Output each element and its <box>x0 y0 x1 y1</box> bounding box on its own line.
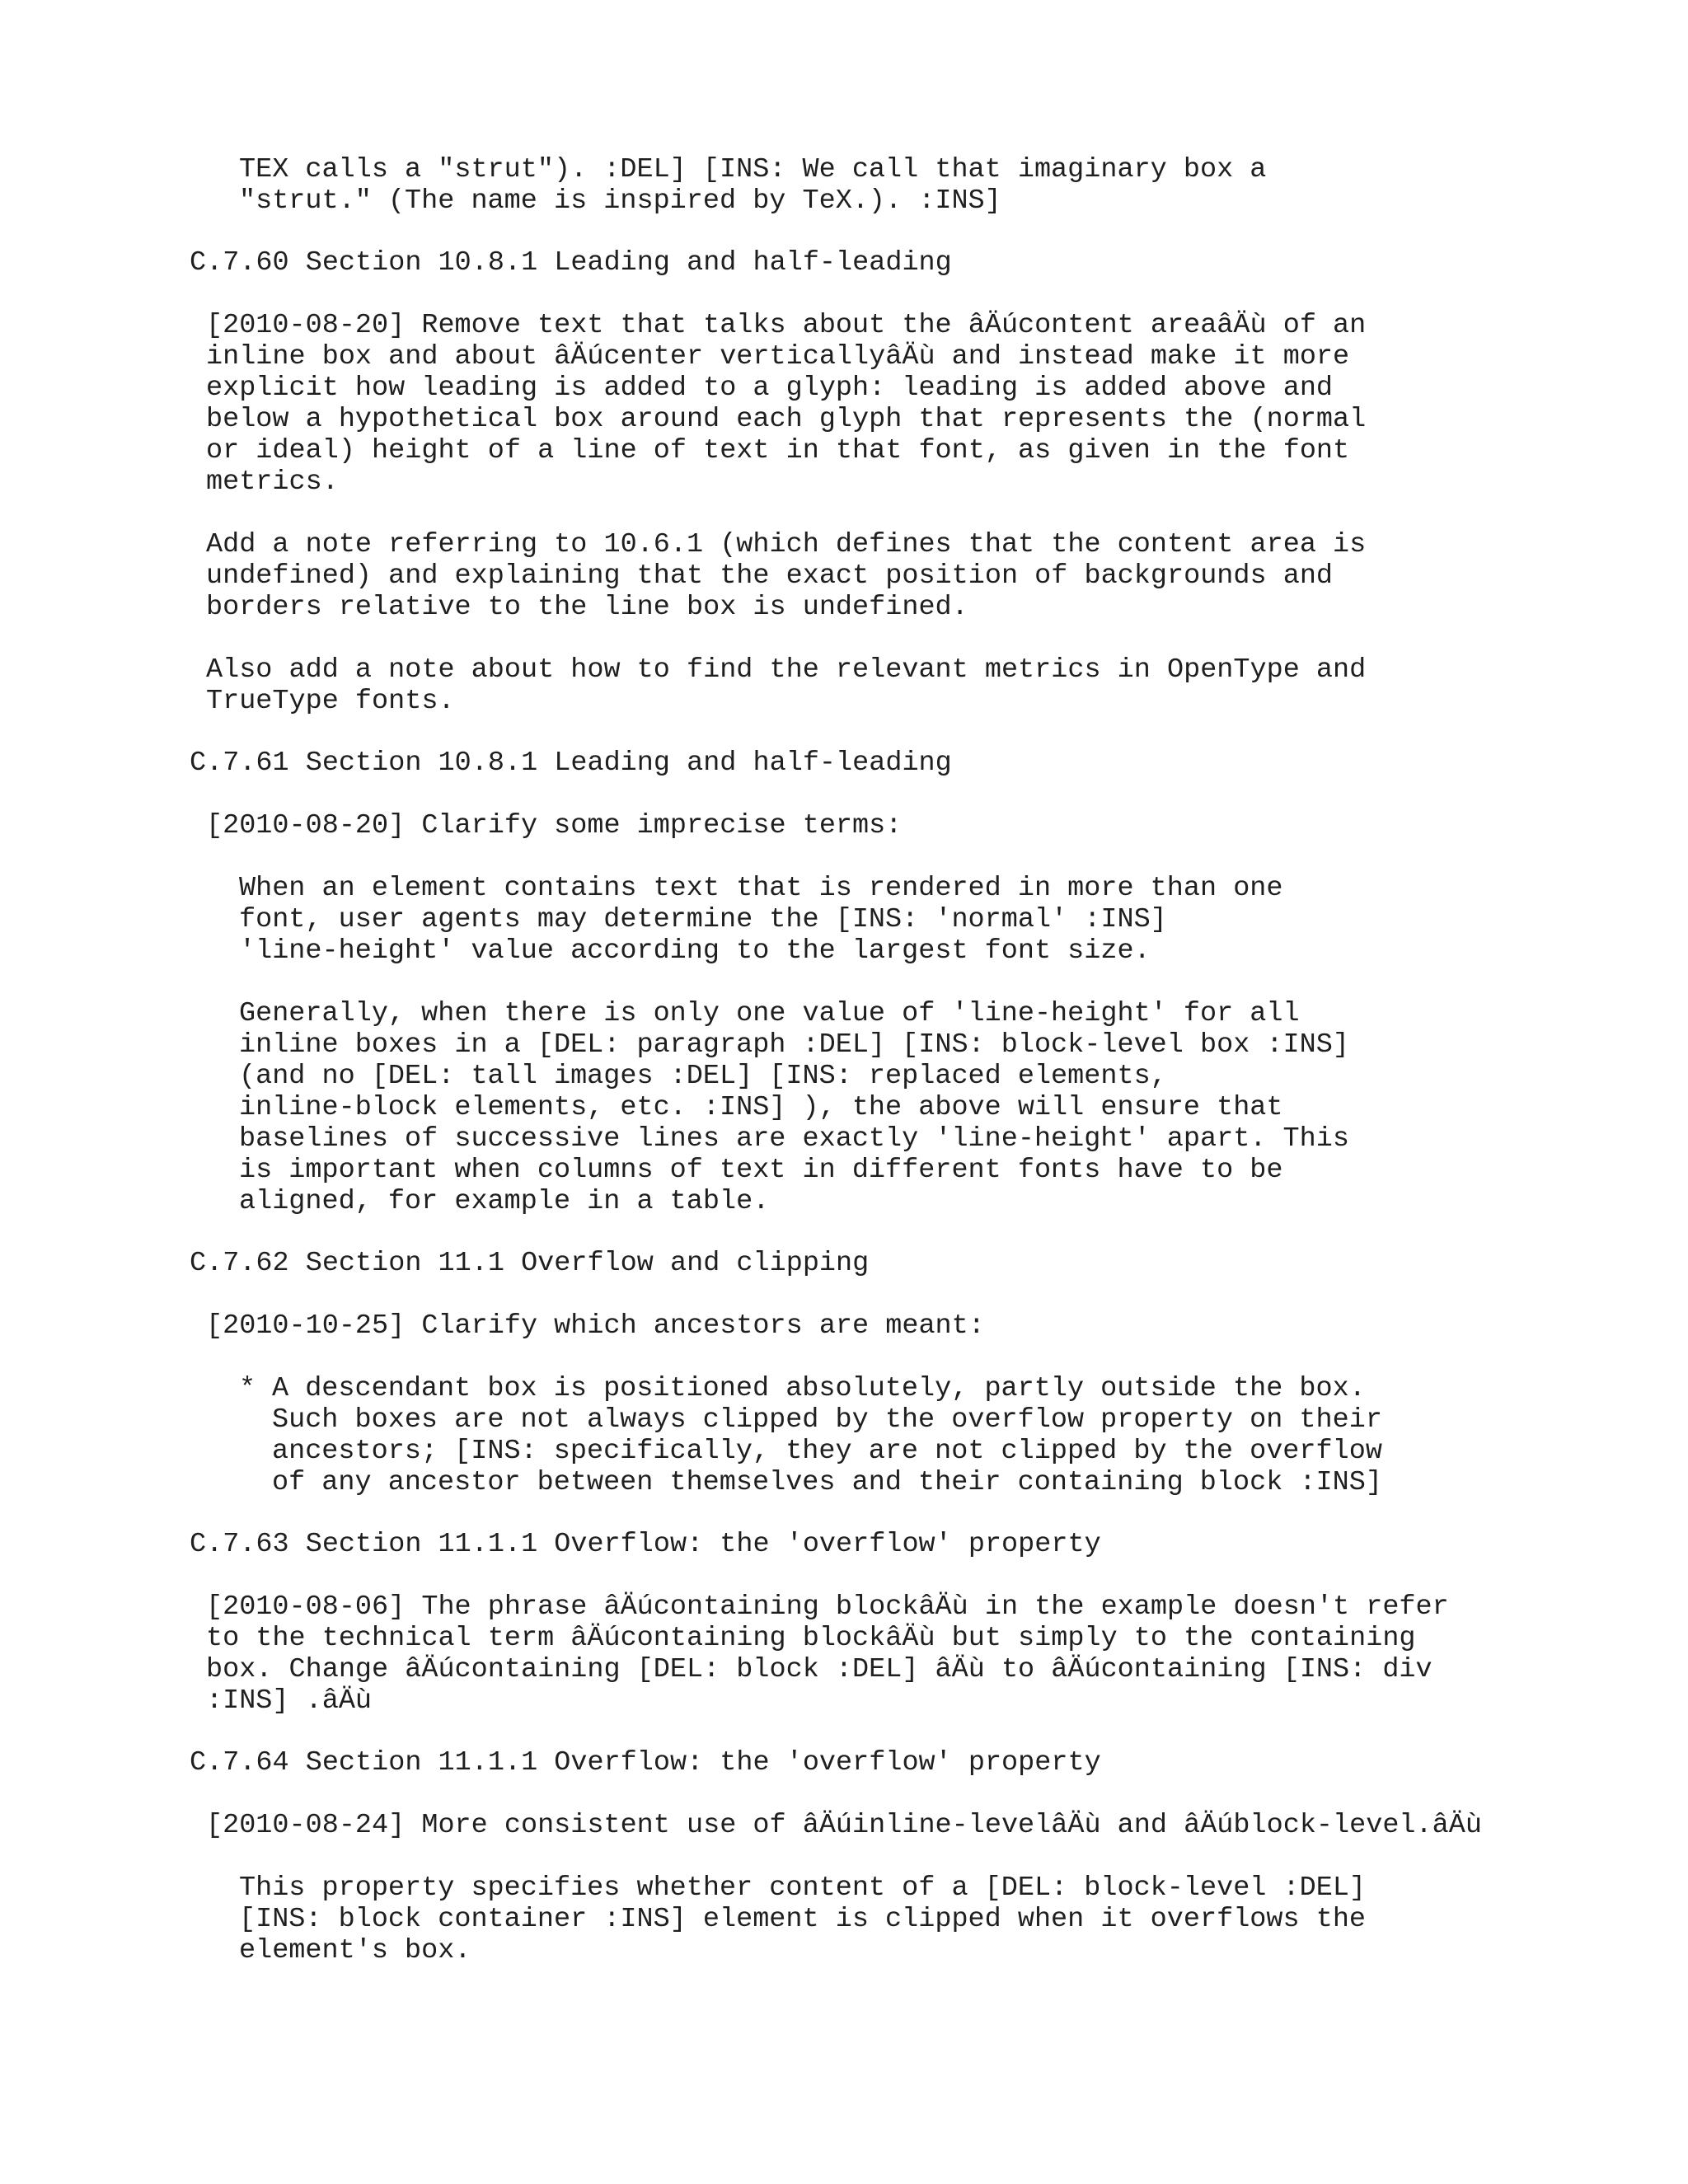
quote-line: inline boxes in a [DEL: paragraph :DEL] [INS: block-level box :INS] <box>239 1029 1349 1061</box>
paragraph-line: [2010-08-24] More consistent use of âÄúinline-levelâÄù and âÄúblock-level.âÄù <box>206 1810 1482 1841</box>
paragraph-line: metrics. <box>206 466 339 498</box>
paragraph-line: [2010-08-20] Clarify some imprecise terms: <box>206 810 903 841</box>
paragraph-line: undefined) and explaining that the exact position of backgrounds and <box>206 560 1334 592</box>
paragraph-line: [2010-08-06] The phrase âÄúcontaining blockâÄù in the example doesn't refer <box>206 1591 1449 1623</box>
paragraph-line: [2010-10-25] Clarify which ancestors are meant: <box>206 1310 985 1342</box>
section-heading: C.7.60 Section 10.8.1 Leading and half-leading <box>190 247 952 279</box>
quote-line: is important when columns of text in different fonts have to be <box>239 1155 1283 1186</box>
paragraph-line: TrueType fonts. <box>206 686 455 717</box>
quote-line: When an element contains text that is rendered in more than one <box>239 873 1283 904</box>
bullet-line: ancestors; [INS: specifically, they are not clipped by the overflow <box>272 1436 1382 1467</box>
quote-line: 'line-height' value according to the largest font size. <box>239 935 1151 967</box>
quote-line: baselines of successive lines are exactly 'line-height' apart. This <box>239 1123 1349 1155</box>
paragraph-line: Also add a note about how to find the relevant metrics in OpenType and <box>206 654 1367 686</box>
quote-line: element's box. <box>239 1935 471 1966</box>
section-heading: C.7.61 Section 10.8.1 Leading and half-leading <box>190 748 952 779</box>
paragraph-line: :INS] .âÄù <box>206 1685 373 1717</box>
paragraph-line: Add a note referring to 10.6.1 (which defines that the content area is <box>206 529 1367 560</box>
quote-line: Generally, when there is only one value of 'line-height' for all <box>239 998 1300 1029</box>
quote-line: [INS: block container :INS] element is clipped when it overflows the <box>239 1904 1367 1935</box>
intro-line: TEX calls a "strut"). :DEL] [INS: We call that imaginary box a <box>239 154 1267 185</box>
section-heading: C.7.64 Section 11.1.1 Overflow: the 'overflow' property <box>190 1747 1101 1779</box>
paragraph-line: or ideal) height of a line of text in that font, as given in the font <box>206 435 1350 466</box>
bullet-line: Such boxes are not always clipped by the overflow property on their <box>272 1404 1382 1436</box>
quote-line: inline-block elements, etc. :INS] ), the above will ensure that <box>239 1092 1283 1123</box>
paragraph-line: box. Change âÄúcontaining [DEL: block :DEL] âÄù to âÄúcontaining [INS: div <box>206 1654 1432 1685</box>
quote-line: This property specifies whether content of a [DEL: block-level :DEL] <box>239 1872 1367 1904</box>
section-heading: C.7.62 Section 11.1 Overflow and clipping <box>190 1248 870 1279</box>
paragraph-line: borders relative to the line box is undefined. <box>206 592 968 623</box>
paragraph-line: [2010-08-20] Remove text that talks about the âÄúcontent areaâÄù of an <box>206 310 1367 341</box>
bullet-line: A descendant box is positioned absolutely, partly outside the box. <box>272 1373 1366 1404</box>
quote-line: (and no [DEL: tall images :DEL] [INS: replaced elements, <box>239 1061 1167 1092</box>
quote-line: font, user agents may determine the [INS: 'normal' :INS] <box>239 904 1167 935</box>
quote-line: aligned, for example in a table. <box>239 1186 770 1217</box>
paragraph-line: explicit how leading is added to a glyph: leading is added above and <box>206 373 1334 404</box>
paragraph-line: to the technical term âÄúcontaining blockâÄù but simply to the containing <box>206 1623 1416 1654</box>
intro-line: "strut." (The name is inspired by TeX.). :INS] <box>239 185 1001 217</box>
paragraph-line: below a hypothetical box around each glyph that represents the (normal <box>206 404 1367 435</box>
section-heading: C.7.63 Section 11.1.1 Overflow: the 'overflow' property <box>190 1529 1101 1560</box>
paragraph-line: inline box and about âÄúcenter verticallyâÄù and instead make it more <box>206 341 1350 373</box>
bullet-line: of any ancestor between themselves and their containing block :INS] <box>272 1467 1382 1498</box>
bullet-marker: * <box>239 1373 256 1404</box>
